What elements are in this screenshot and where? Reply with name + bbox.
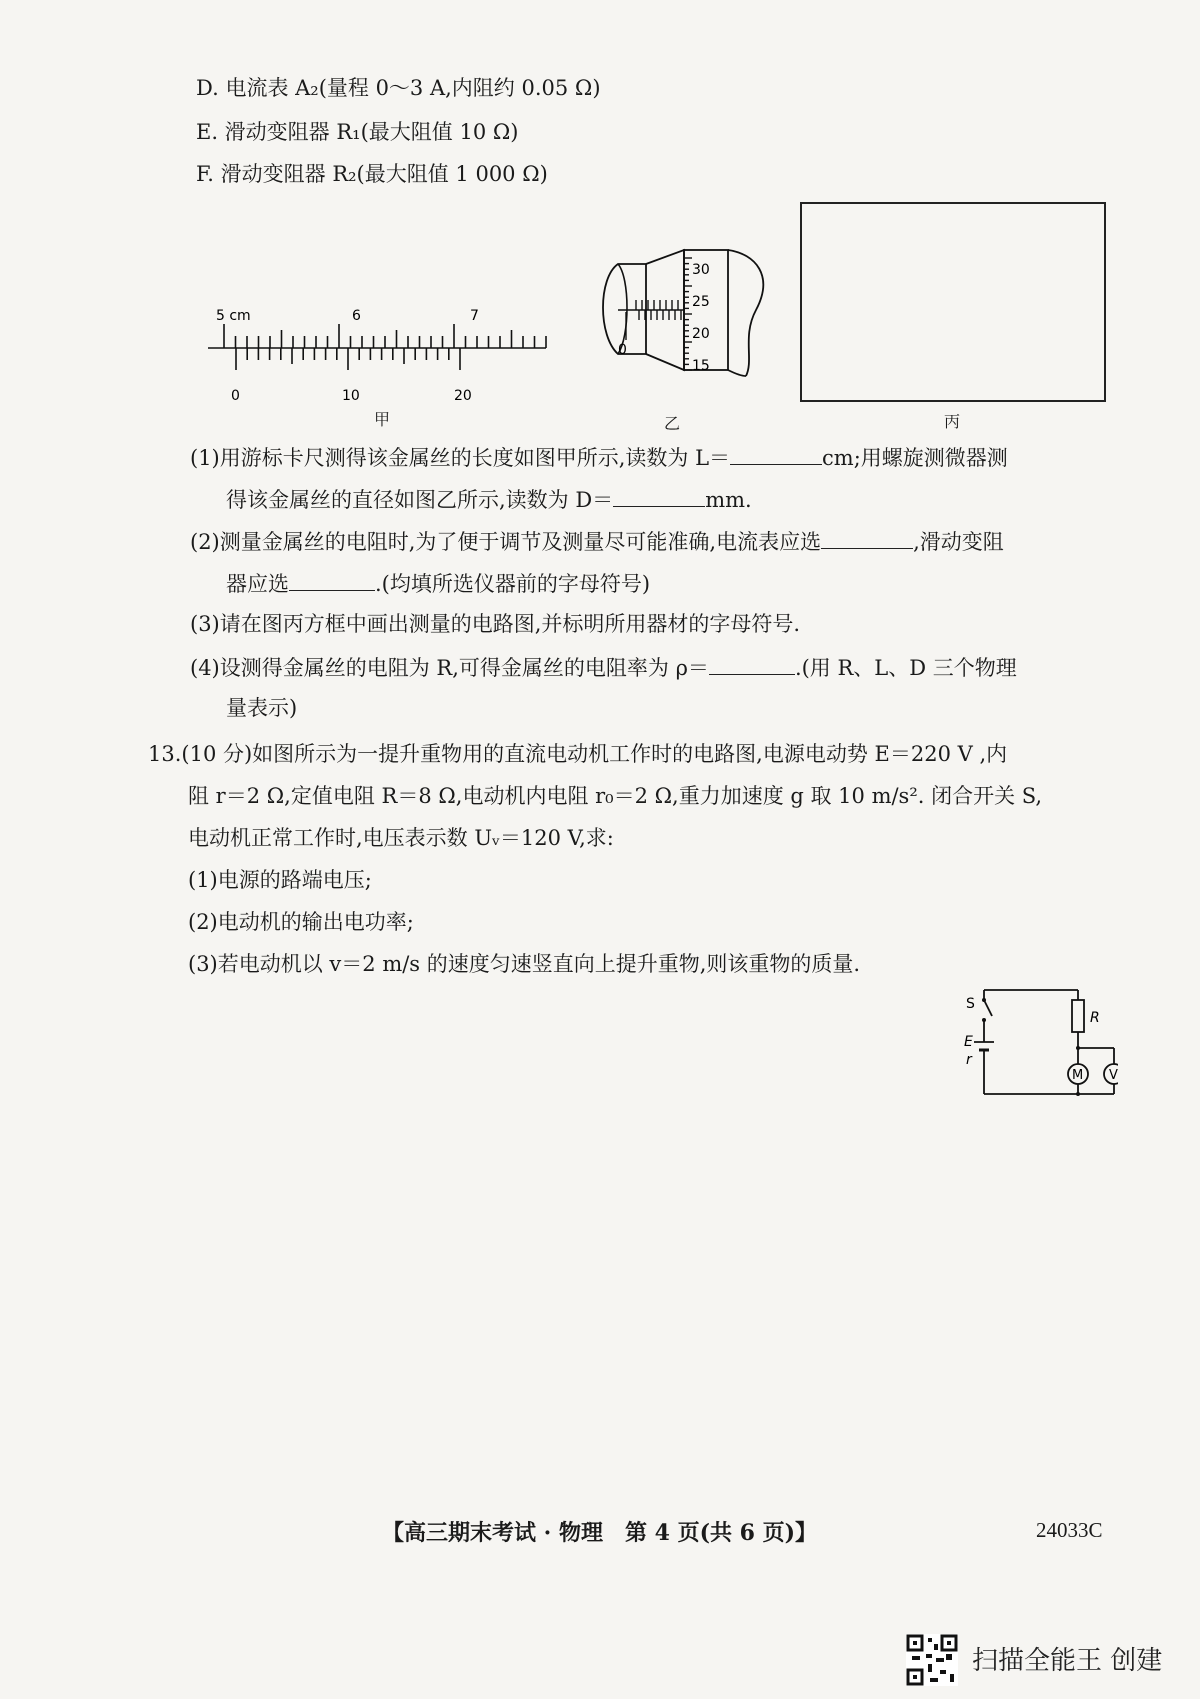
paper-code: 24033C — [1036, 1518, 1103, 1542]
circuit-label-r-internal: r — [966, 1052, 972, 1068]
vernier-label-10: 10 — [342, 388, 360, 404]
thimble-label-25: 25 — [692, 294, 710, 310]
caption-yi: 乙 — [664, 414, 681, 433]
circuit-label-s: S — [966, 996, 975, 1012]
thimble-label-15: 15 — [692, 358, 710, 374]
thimble-label-20: 20 — [692, 326, 710, 342]
vernier-label-0: 0 — [231, 388, 240, 404]
q12-part2-line1 — [190, 526, 1004, 556]
q13-line1: 13.(10 分)如图所示为一提升重物用的直流电动机工作时的电路图,电源电动势 E＝220 V ,内 — [148, 742, 1008, 766]
q12-part3: (3)请在图丙方框中画出测量的电路图,并标明所用器材的字母符号. — [190, 612, 801, 636]
option-e: E. 滑动变阻器 R₁(最大阻值 10 Ω) — [196, 120, 519, 144]
motor-circuit-diagram — [958, 980, 1118, 1100]
q13-sub1: (1)电源的路端电压; — [188, 868, 372, 892]
answer-blank-ammeter — [821, 526, 913, 549]
micrometer-figure — [596, 236, 776, 416]
circuit-label-e: E — [964, 1034, 973, 1050]
q13-sub3: (3)若电动机以 v＝2 m/s 的速度匀速竖直向上提升重物,则该重物的质量. — [188, 952, 861, 976]
q12-part1-line2 — [226, 484, 752, 514]
q12-part1-line1 — [190, 442, 1008, 472]
q13-line2: 阻 r＝2 Ω,定值电阻 R＝8 Ω,电动机内电阻 r₀＝2 Ω,重力加速度 g 取 10 m/s². 闭合开关 S, — [188, 784, 1043, 808]
circuit-label-v: V — [1109, 1068, 1118, 1083]
answer-blank-diameter — [613, 484, 705, 507]
q12-p2-text-d: .(均填所选仪器前的字母符号) — [375, 572, 651, 596]
q12-p2-text-b: ,滑动变阻 — [913, 530, 1004, 554]
sleeve-label-0: 0 — [618, 342, 627, 358]
q12-p1-text-d: mm. — [705, 488, 752, 512]
answer-blank-resistivity — [709, 652, 795, 675]
answer-blank-rheostat — [289, 568, 375, 591]
q12-p1-text-c: 得该金属丝的直径如图乙所示,读数为 D＝ — [226, 488, 614, 512]
caption-jia: 甲 — [374, 410, 391, 429]
page-footer-title: 【高三期末考试 · 物理 第 4 页(共 6 页)】 — [382, 1520, 818, 1546]
resistor-r-symbol — [1072, 1000, 1084, 1032]
thimble-label-30: 30 — [692, 262, 710, 278]
circuit-label-m: M — [1072, 1068, 1084, 1083]
caliper-label-6: 6 — [352, 308, 361, 324]
qr-code-icon — [906, 1634, 958, 1686]
q13-line3: 电动机正常工作时,电压表示数 Uᵥ＝120 V,求: — [188, 826, 614, 850]
q12-part4-line1 — [190, 652, 1017, 682]
q12-part2-line2 — [226, 568, 650, 598]
option-d: D. 电流表 A₂(量程 0～3 A,内阻约 0.05 Ω) — [196, 76, 601, 100]
option-f: F. 滑动变阻器 R₂(最大阻值 1 000 Ω) — [196, 162, 548, 186]
switch-s-symbol — [984, 1000, 992, 1016]
q12-p1-text-b: cm;用螺旋测微器测 — [822, 446, 1008, 470]
vernier-caliper-figure — [200, 300, 560, 410]
q12-p4-text-b: .(用 R、L、D 三个物理 — [794, 656, 1017, 680]
circuit-label-r: R — [1090, 1010, 1100, 1026]
q12-p1-text-a: (1)用游标卡尺测得该金属丝的长度如图甲所示,读数为 L＝ — [190, 446, 731, 470]
caliper-label-5cm: 5 cm — [216, 308, 251, 324]
vernier-label-20: 20 — [454, 388, 472, 404]
caliper-label-7: 7 — [470, 308, 479, 324]
caption-bing: 丙 — [944, 412, 961, 431]
q12-p2-text-c: 器应选 — [226, 572, 289, 596]
scanner-watermark: 扫描全能王 创建 — [972, 1646, 1163, 1676]
q13-sub2: (2)电动机的输出电功率; — [188, 910, 414, 934]
q12-part4-line2: 量表示) — [226, 696, 298, 720]
q12-p4-text-a: (4)设测得金属丝的电阻为 R,可得金属丝的电阻率为 ρ＝ — [190, 656, 709, 680]
answer-blank-length — [730, 442, 822, 465]
circuit-drawing-box — [800, 202, 1106, 402]
q12-p2-text-a: (2)测量金属丝的电阻时,为了便于调节及测量尽可能准确,电流表应选 — [190, 530, 822, 554]
